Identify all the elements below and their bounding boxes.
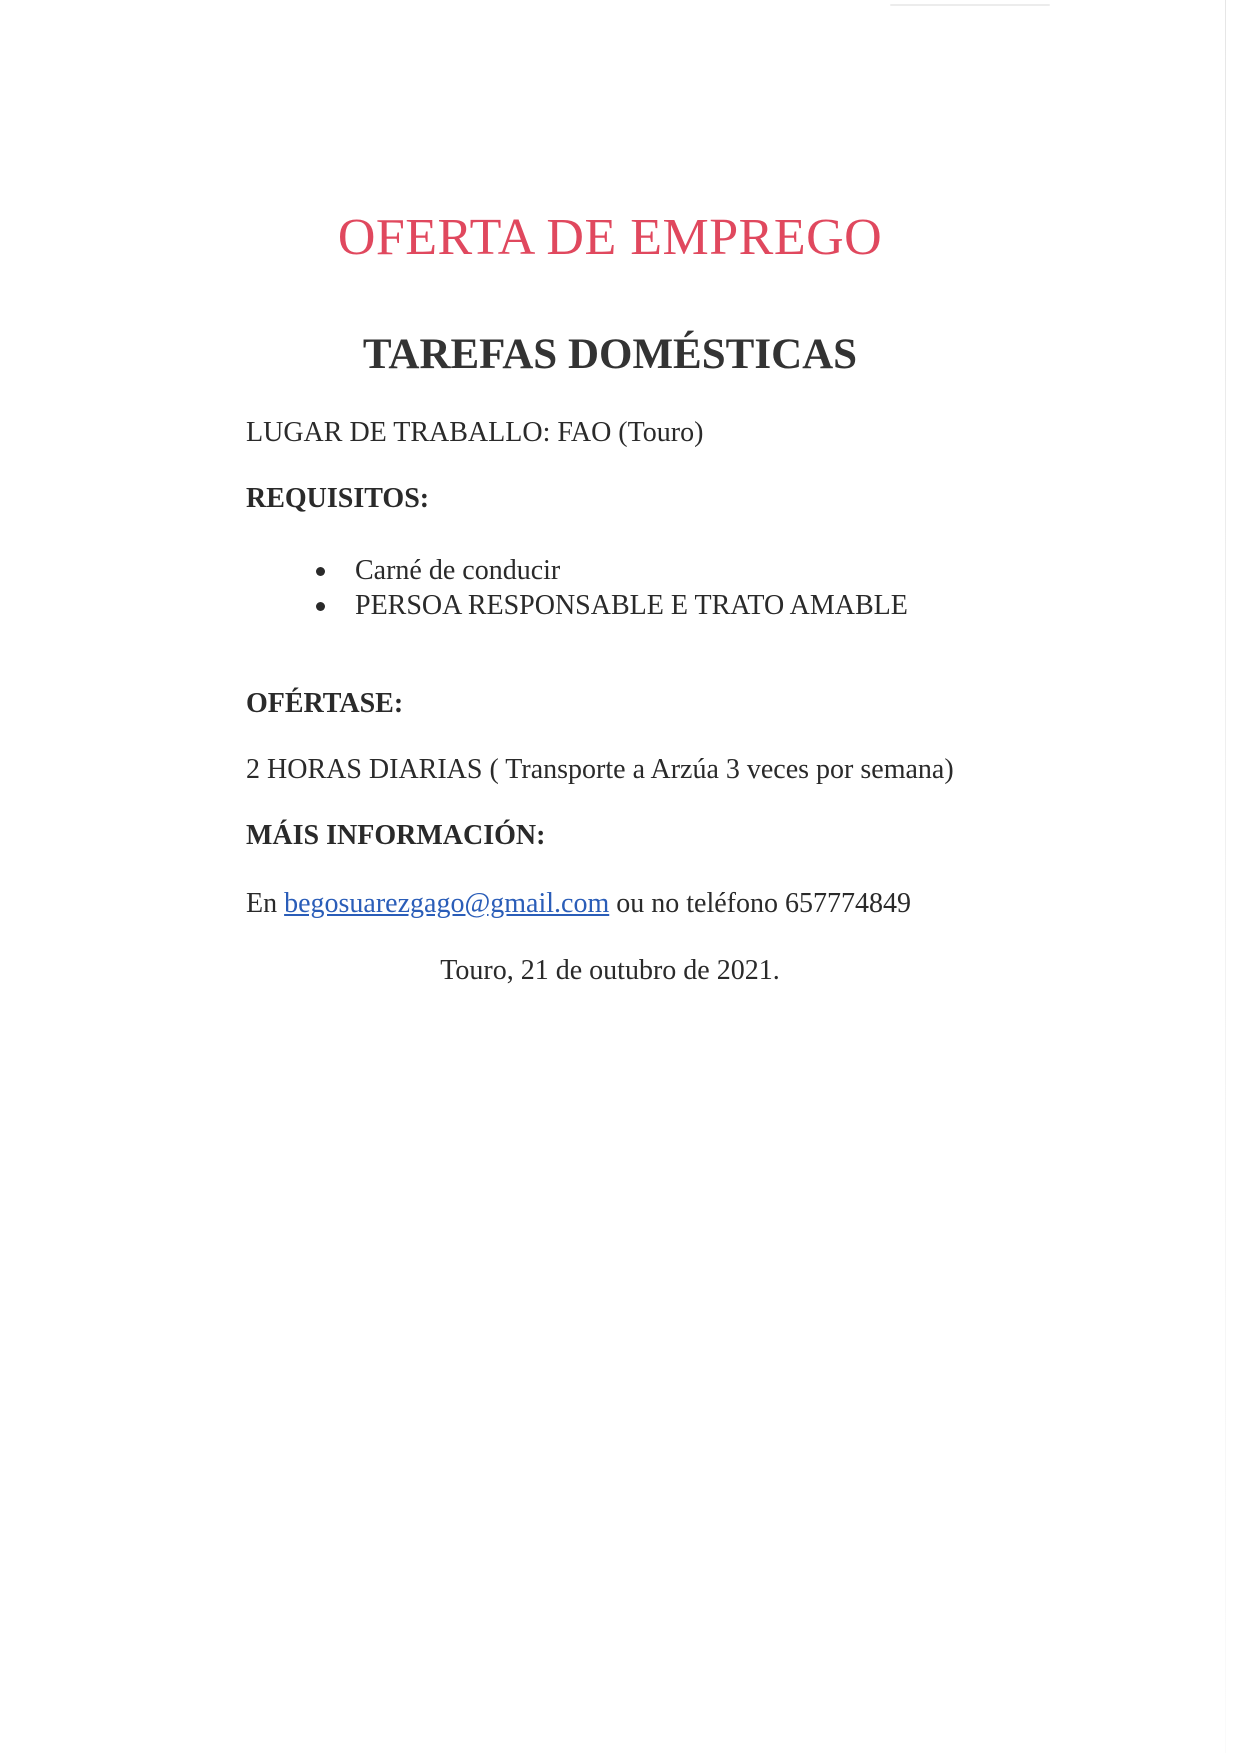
requirements-heading: REQUISITOS:	[246, 483, 430, 514]
scan-smudge	[890, 4, 1050, 6]
email-link[interactable]: begosuarezgago@gmail.com	[284, 888, 610, 919]
requirement-text: PERSOA RESPONSABLE E TRATO AMABLE	[355, 590, 908, 621]
requirement-text: Carné de conducir	[355, 555, 561, 586]
bullet-icon	[316, 567, 325, 576]
document-subtitle: TAREFAS DOMÉSTICAS	[362, 331, 858, 378]
offer-text: 2 HORAS DIARIAS ( Transporte a Arzúa 3 veces por semana)	[246, 754, 954, 785]
contact-line	[246, 888, 911, 920]
contact-suffix: ou no teléfono 657774849	[609, 888, 911, 919]
offer-heading: OFÉRTASE:	[246, 688, 404, 719]
document-title: OFERTA DE EMPREGO	[337, 209, 883, 266]
date-line: Touro, 21 de outubro de 2021.	[440, 955, 780, 986]
info-heading: MÁIS INFORMACIÓN:	[246, 820, 546, 851]
workplace-line: LUGAR DE TRABALLO: FAO (Touro)	[246, 417, 704, 448]
bullet-icon	[316, 602, 325, 611]
contact-prefix: En	[246, 888, 285, 919]
scan-edge	[1225, 0, 1226, 1753]
